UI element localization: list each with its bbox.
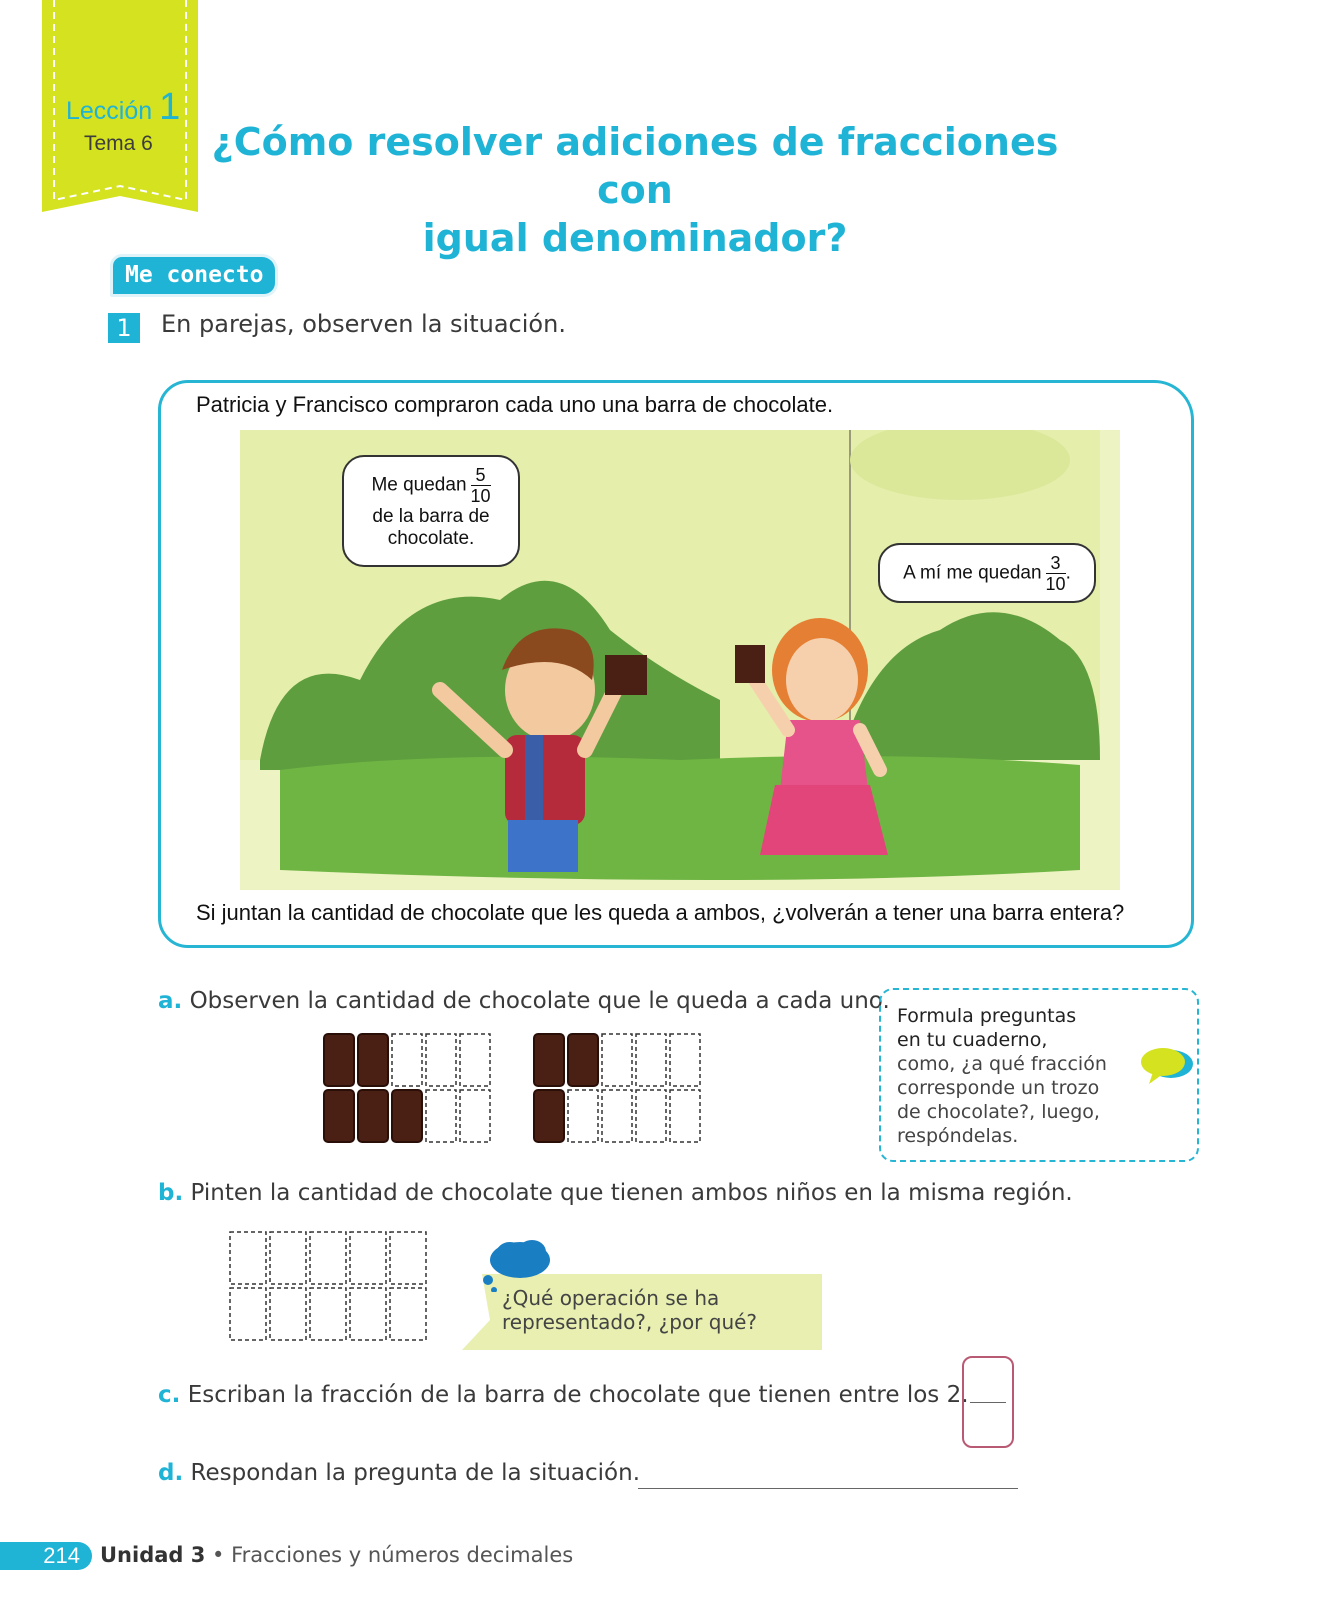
- fraction-line: [970, 1402, 1006, 1403]
- empty-piece: [390, 1232, 426, 1284]
- fraction-denominator: 10: [470, 486, 491, 506]
- empty-piece: [602, 1090, 632, 1142]
- empty-piece: [350, 1232, 386, 1284]
- chocolate-bar-boy: [324, 1034, 490, 1142]
- fraction-answer-box[interactable]: [962, 1356, 1014, 1448]
- empty-piece: [390, 1288, 426, 1340]
- item-letter: d.: [158, 1460, 184, 1486]
- chat-bubbles-icon: [1139, 1044, 1195, 1088]
- thought-text: ¿Qué operación se ha representado?, ¿por qué?: [502, 1286, 758, 1334]
- paint-region: [230, 1232, 426, 1340]
- lawn: [280, 756, 1080, 880]
- tip-text: como, ¿a qué fracción corresponde un trozo de chocolate?, luego, respóndelas.: [897, 1053, 1107, 1147]
- empty-piece: [568, 1090, 598, 1142]
- activity-instruction: En parejas, observen la situación.: [161, 310, 566, 338]
- item-text: Respondan la pregunta de la situación.: [190, 1460, 641, 1486]
- empty-piece: [460, 1034, 490, 1086]
- fraction-girl: [1046, 553, 1066, 594]
- empty-bar-grid[interactable]: [228, 1230, 438, 1352]
- chocolate-piece: [324, 1034, 354, 1086]
- situation-intro: Patricia y Francisco compraron cada uno una barra de chocolate.: [196, 392, 834, 417]
- empty-piece: [270, 1288, 306, 1340]
- cloud-icon: [480, 1236, 560, 1292]
- chocolate-piece: [534, 1034, 564, 1086]
- chocolate-piece: [392, 1090, 422, 1142]
- bubble-boy-text-2: de la barra de: [372, 506, 490, 527]
- page-number: 214: [0, 1542, 92, 1570]
- item-d: [158, 1460, 640, 1486]
- empty-piece: [310, 1232, 346, 1284]
- empty-piece: [350, 1288, 386, 1340]
- lesson-ribbon: [42, 0, 198, 212]
- empty-piece: [460, 1090, 490, 1142]
- empty-piece: [636, 1034, 666, 1086]
- empty-piece: [636, 1090, 666, 1142]
- item-c: [158, 1382, 969, 1408]
- speech-bubble-boy: [342, 455, 520, 567]
- empty-piece: [310, 1288, 346, 1340]
- item-letter: c.: [158, 1382, 181, 1408]
- item-b: [158, 1180, 1073, 1206]
- fraction-numerator: 5: [471, 465, 491, 486]
- empty-piece: [392, 1034, 422, 1086]
- chocolate-piece: [324, 1090, 354, 1142]
- chocolate-piece: [358, 1034, 388, 1086]
- bubble-girl-text: A mí me quedan: [903, 562, 1042, 584]
- empty-piece: [670, 1090, 700, 1142]
- tip-box: [879, 988, 1199, 1162]
- answer-line[interactable]: [638, 1488, 1018, 1489]
- bubble-girl-period: .: [1065, 562, 1071, 584]
- bubble-boy-text: Me quedan: [371, 474, 467, 496]
- empty-piece: [602, 1034, 632, 1086]
- fraction-boy: [471, 465, 491, 506]
- activity-number: 1: [108, 313, 140, 343]
- bubble-boy-text-3: chocolate.: [387, 528, 475, 549]
- page-title: [200, 118, 1070, 262]
- tip-heading: Formula preguntas en tu cuaderno,: [897, 1005, 1077, 1051]
- chocolate-piece: [568, 1034, 598, 1086]
- empty-piece: [230, 1232, 266, 1284]
- item-a: [158, 988, 890, 1014]
- empty-piece: [670, 1034, 700, 1086]
- item-text: Escriban la fracción de la barra de chocolate que tienen entre los 2.: [187, 1382, 969, 1408]
- lesson-label: Lección 1: [66, 86, 181, 128]
- situation-question: Si juntan la cantidad de chocolate que les queda a ambos, ¿volverán a tener una barra entera?: [196, 900, 1125, 925]
- topic-label: Tema 6: [84, 132, 153, 155]
- chocolate-bars: [322, 1032, 722, 1154]
- chocolate-piece: [534, 1090, 564, 1142]
- footer-text: Unidad 3 • Fracciones y números decimales: [100, 1543, 574, 1567]
- chocolate-piece: [358, 1090, 388, 1142]
- section-label: Me conecto: [110, 254, 278, 297]
- item-letter: a.: [158, 988, 183, 1014]
- fraction-numerator: 3: [1046, 553, 1066, 574]
- chocolate-bar-girl: [534, 1034, 700, 1142]
- title-line-1: ¿Cómo resolver adiciones de fracciones con: [211, 120, 1059, 212]
- empty-piece: [270, 1232, 306, 1284]
- item-text: Observen la cantidad de chocolate que le queda a cada uno.: [189, 988, 890, 1014]
- item-letter: b.: [158, 1180, 184, 1206]
- speech-bubble-girl: [878, 543, 1096, 603]
- empty-piece: [426, 1090, 456, 1142]
- fraction-denominator: 10: [1045, 574, 1066, 594]
- title-line-2: igual denominador?: [422, 216, 848, 260]
- empty-piece: [230, 1288, 266, 1340]
- item-text: Pinten la cantidad de chocolate que tienen ambos niños en la misma región.: [190, 1180, 1073, 1206]
- empty-piece: [426, 1034, 456, 1086]
